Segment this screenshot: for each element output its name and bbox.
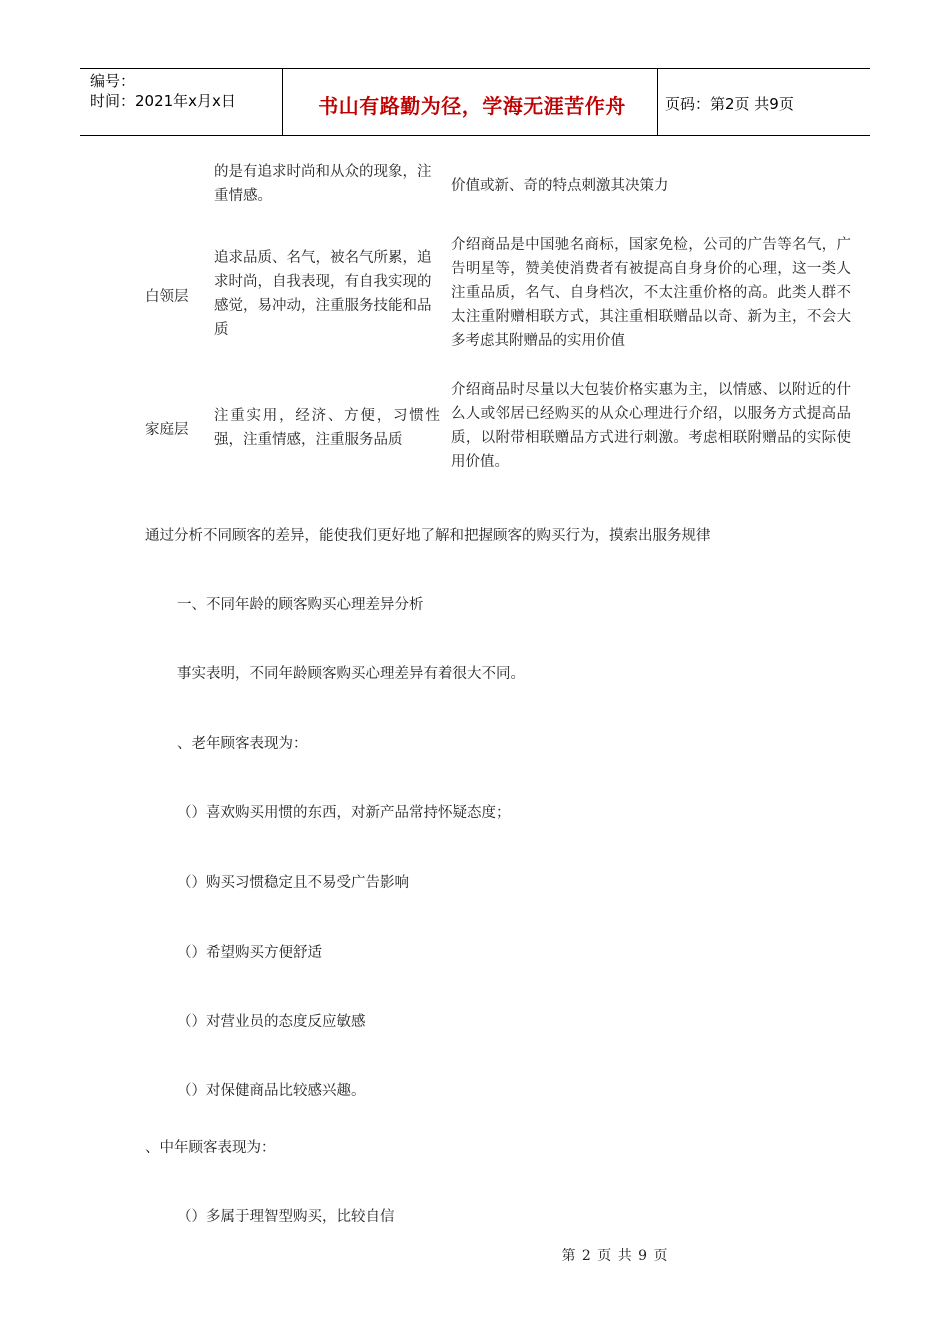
header-bottom-rule [80, 135, 870, 136]
footer-page-number: 第 2 页 共 9 页 [561, 1248, 669, 1264]
table-row-1-label: 白领层 [145, 289, 189, 305]
document-date-label: 时间：2021年x月x日 [90, 92, 236, 110]
table-row-1-strategy: 介绍商品是中国驰名商标，国家免检，公司的广告等名气，广告明星等，赞美使消费者有被提高自身身价的心理，这一类人注重品质，名气、自身档次，不太注重价格的高。此类人群不太注重附赠相联方式，其注重相联赠品以奇、新为主，不会大多考虑其附赠品的实用价值 [451, 237, 851, 349]
header-page-number: 页码：第2页 共9页 [665, 95, 794, 113]
document-number-label: 编号： [90, 72, 136, 90]
elderly-item-4: （）对营业员的态度反应敏感 [177, 1014, 366, 1030]
table-row-2-label: 家庭层 [145, 422, 189, 438]
table-row-0-traits: 的是有追求时尚和从众的现象，注重情感。 [214, 164, 432, 204]
intro-paragraph: 通过分析不同顾客的差异，能使我们更好地了解和把握顾客的购买行为，摸索出服务规律 [145, 528, 711, 544]
header-divider-left [282, 68, 283, 136]
elderly-item-3: （）希望购买方便舒适 [177, 945, 322, 961]
table-row-1-traits: 追求品质、名气，被名气所累，追求时尚，自我表现，有自我实现的感觉，易冲动，注重服务技能和品质 [214, 250, 432, 338]
elderly-heading: 、老年顾客表现为： [177, 736, 308, 752]
table-row-2-strategy: 介绍商品时尽量以大包装价格实惠为主，以情感、以附近的什么人或邻居已经购买的从众心理进行介绍，以服务方式提高品质，以附带相联赠品方式进行刺激。考虑相联附赠品的实际使用价值。 [451, 382, 851, 470]
table-row-0-strategy: 价值或新、奇的特点刺激其决策力 [451, 178, 669, 194]
elderly-item-5: （）对保健商品比较感兴趣。 [177, 1083, 366, 1099]
middle-aged-heading: 、中年顾客表现为： [145, 1140, 276, 1156]
elderly-item-2: （）购买习惯稳定且不易受广告影响 [177, 875, 409, 891]
table-row-2-traits: 注重实用，经济、方便，习惯性强，注重情感，注重服务品质 [214, 408, 440, 448]
fact-paragraph: 事实表明，不同年龄顾客购买心理差异有着很大不同。 [177, 666, 525, 682]
header-motto: 书山有路勤为径，学海无涯苦作舟 [318, 94, 626, 118]
header-meta [90, 71, 236, 111]
header-top-rule [80, 68, 870, 69]
elderly-item-1: （）喜欢购买用惯的东西，对新产品常持怀疑态度； [177, 805, 511, 821]
section-heading-age: 一、不同年龄的顾客购买心理差异分析 [177, 597, 424, 613]
middle-aged-item-1: （）多属于理智型购买，比较自信 [177, 1209, 395, 1225]
